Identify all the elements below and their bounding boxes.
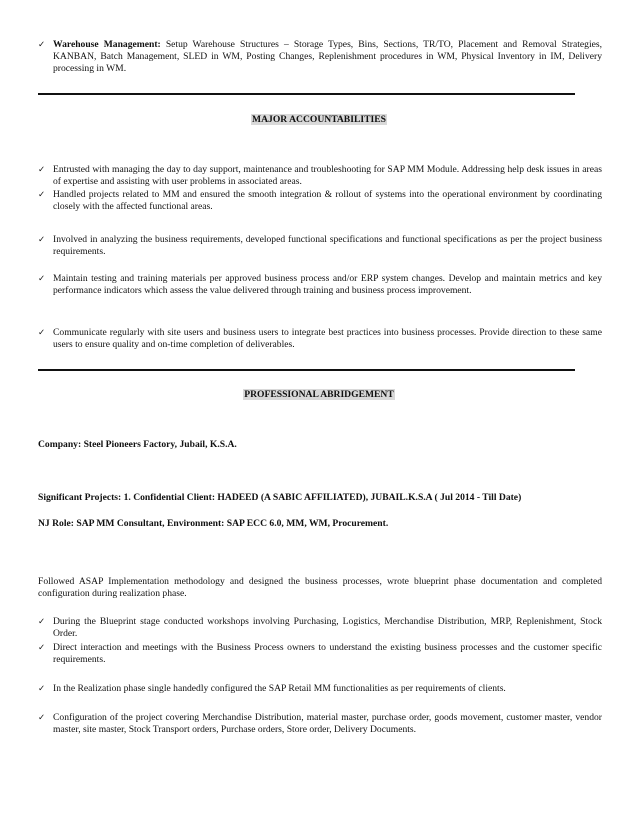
list-item-text: Handled projects related to MM and ensured the smooth integration & rollout of systems into the operational environment by coordinating closely with the affected functional areas.	[53, 189, 602, 213]
check-mark-icon: ✓	[38, 40, 46, 50]
bullet-label: Warehouse Management:	[53, 39, 161, 50]
check-mark-icon: ✓	[38, 274, 46, 284]
list-item-text: During the Blueprint stage conducted workshops involving Purchasing, Logistics, Merchandise Distribution, MRP, Replenishment, Stock Order.	[53, 616, 602, 640]
check-mark-icon: ✓	[38, 617, 46, 627]
bullet-body: Setup Warehouse Structures – Storage Types, Bins, Sections, TR/TO, Placement and Removal Strategies, KANBAN, Batch Management, SLED in WM, Posting Changes, Replenishment procedures in WM, Physical Inventory in IM, Delivery processing in WM.	[53, 39, 602, 75]
check-mark-icon: ✓	[38, 165, 46, 175]
list-item	[38, 189, 602, 213]
list-item	[38, 273, 602, 297]
list-item	[38, 642, 602, 666]
check-mark-icon: ✓	[38, 713, 46, 723]
company-line: Company: Steel Pioneers Factory, Jubail, K.S.A.	[38, 439, 237, 450]
list-item	[38, 164, 602, 188]
section-heading-professional-abridgement	[0, 389, 638, 401]
list-item-text: Entrusted with managing the day to day support, maintenance and troubleshooting for SAP MM Module. Addressing help desk issues in areas of expertise and assisting with user problems in associated areas.	[53, 164, 602, 188]
heading-text: PROFESSIONAL ABRIDGEMENT	[244, 389, 394, 400]
list-item-text: Direct interaction and meetings with the Business Process owners to understand the existing business processes and the customer specific requirements.	[53, 642, 602, 666]
list-item	[38, 683, 602, 695]
list-item-text: In the Realization phase single handedly configured the SAP Retail MM functionalities as per requirements of clients.	[53, 683, 506, 694]
list-item-text: Maintain testing and training materials per approved business process and/or ERP system changes. Develop and maintain metrics and key performance indicators which assess the value delivered through training and business process improvement.	[53, 273, 602, 297]
check-mark-icon: ✓	[38, 684, 46, 694]
section-heading-major-accountabilities	[0, 114, 638, 126]
check-mark-icon: ✓	[38, 190, 46, 200]
list-item	[38, 712, 602, 736]
list-item	[38, 327, 602, 351]
list-item-text: Communicate regularly with site users and business users to integrate best practices into business processes. Provide direction to these same users to ensure quality and on-time completion of deliverables.	[53, 327, 602, 351]
list-item-text: Involved in analyzing the business requirements, developed functional specifications and functional specifications as per the project business requirements.	[53, 234, 602, 258]
check-mark-icon: ✓	[38, 235, 46, 245]
projects-line: Significant Projects: 1. Confidential Client: HADEED (A SABIC AFFILIATED), JUBAIL.K.S.A ( Jul 2014 - Till Date)	[38, 492, 522, 503]
list-item	[38, 234, 602, 258]
bullet-warehouse-management	[38, 39, 602, 76]
role-line: NJ Role: SAP MM Consultant, Environment: SAP ECC 6.0, MM, WM, Procurement.	[38, 518, 389, 529]
list-item	[38, 616, 602, 640]
heading-text: MAJOR ACCOUNTABILITIES	[252, 114, 386, 125]
check-mark-icon: ✓	[38, 643, 46, 653]
intro-paragraph: Followed ASAP Implementation methodology and designed the business processes, wrote blueprint phase documentation and completed configuration during realization phase.	[38, 576, 602, 600]
check-mark-icon: ✓	[38, 328, 46, 338]
section-divider	[38, 93, 575, 95]
bullet-text	[53, 39, 602, 76]
section-divider	[38, 369, 575, 371]
list-item-text: Configuration of the project covering Merchandise Distribution, material master, purchase order, goods movement, customer master, vendor master, site master, Stock Transport orders, Purchase orders, Store order, Delivery Documents.	[53, 712, 602, 736]
